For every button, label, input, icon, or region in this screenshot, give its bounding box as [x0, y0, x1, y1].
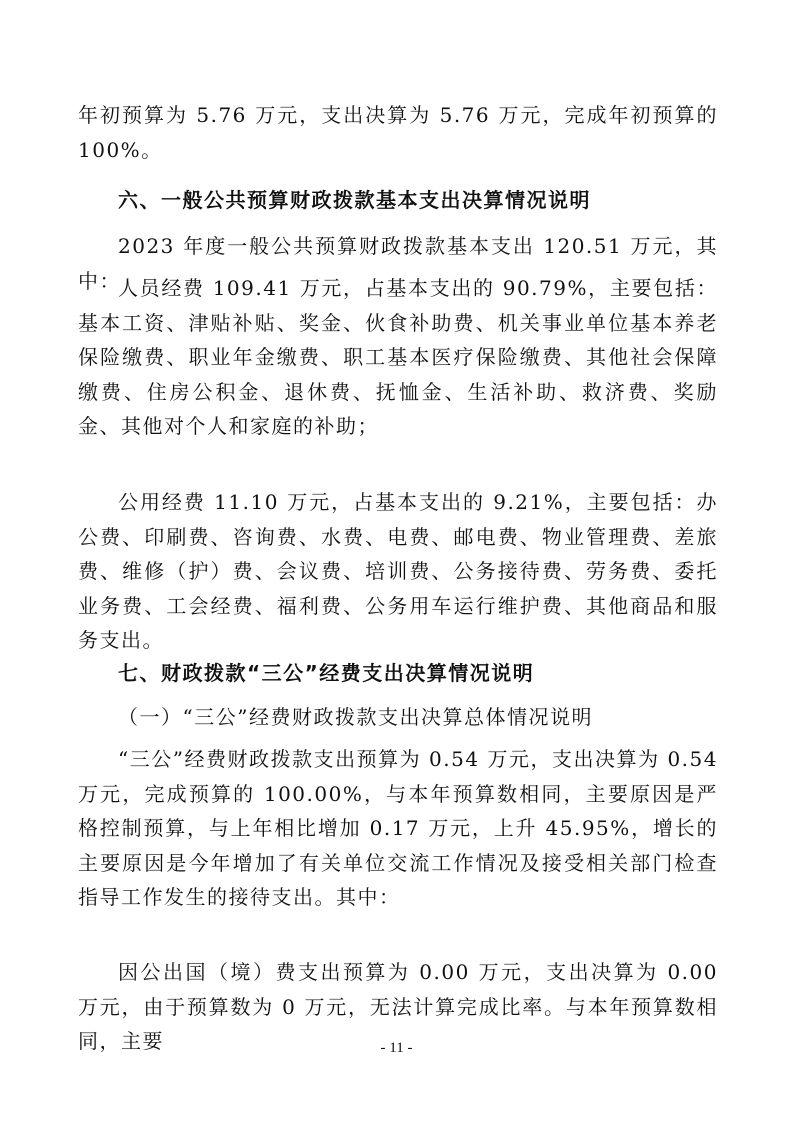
- page-number: - 11 -: [380, 1040, 413, 1056]
- paragraph-overseas-travel: 因公出国（境）费支出预算为 0.00 万元，支出决算为 0.00 万元，由于预算数为 0 万元，无法计算完成比率。与本年预算数相同，主要: [78, 960, 718, 1053]
- paragraph-public-expenses: 公用经费 11.10 万元，占基本支出的 9.21%，主要包括：办公费、印刷费、咨询费、水费、电费、邮电费、物业管理费、差旅费、维修（护）费、会议费、培训费、公务接待费、劳务费、委托业务费、工会经费、福利费、公务用车运行维护费、其他商品和服务支出。: [78, 490, 718, 652]
- section-heading-seven: 七、财政拨款“三公”经费支出决算情况说明: [118, 661, 535, 685]
- paragraph-budget-completion: 年初预算为 5.76 万元，支出决算为 5.76 万元，完成年初预算的100%。: [78, 103, 718, 162]
- paragraph-personnel-expenses: 人员经费 109.41 万元，占基本支出的 90.79%，主要包括：基本工资、津贴补贴、奖金、伙食补助费、机关事业单位基本养老保险缴费、职业年金缴费、职工基本医疗保险缴费、其他社会保障缴费、住房公积金、退休费、抚恤金、生活补助、救济费、奖励金、其他对个人和家庭的补助；: [78, 276, 718, 438]
- paragraph-three-public-overview: “三公”经费财政拨款支出预算为 0.54 万元，支出决算为 0.54 万元，完成预算的 100.00%，与本年预算数相同，主要原因是严格控制预算，与上年相比增加 0.17 万元，上升 45.95%，增长的主要原因是今年增加了有关单位交流工作情况及接受相关部门检查指导工作发生的接待支出。其中：: [78, 747, 718, 909]
- paragraph-basic-expenditure: 2023 年度一般公共预算财政拨款基本支出 120.51 万元，其中：: [78, 234, 718, 293]
- section-heading-six: 六、一般公共预算财政拨款基本支出决算情况说明: [118, 188, 591, 212]
- subsection-heading-one: （一）“三公”经费财政拨款支出决算总体情况说明: [118, 705, 593, 729]
